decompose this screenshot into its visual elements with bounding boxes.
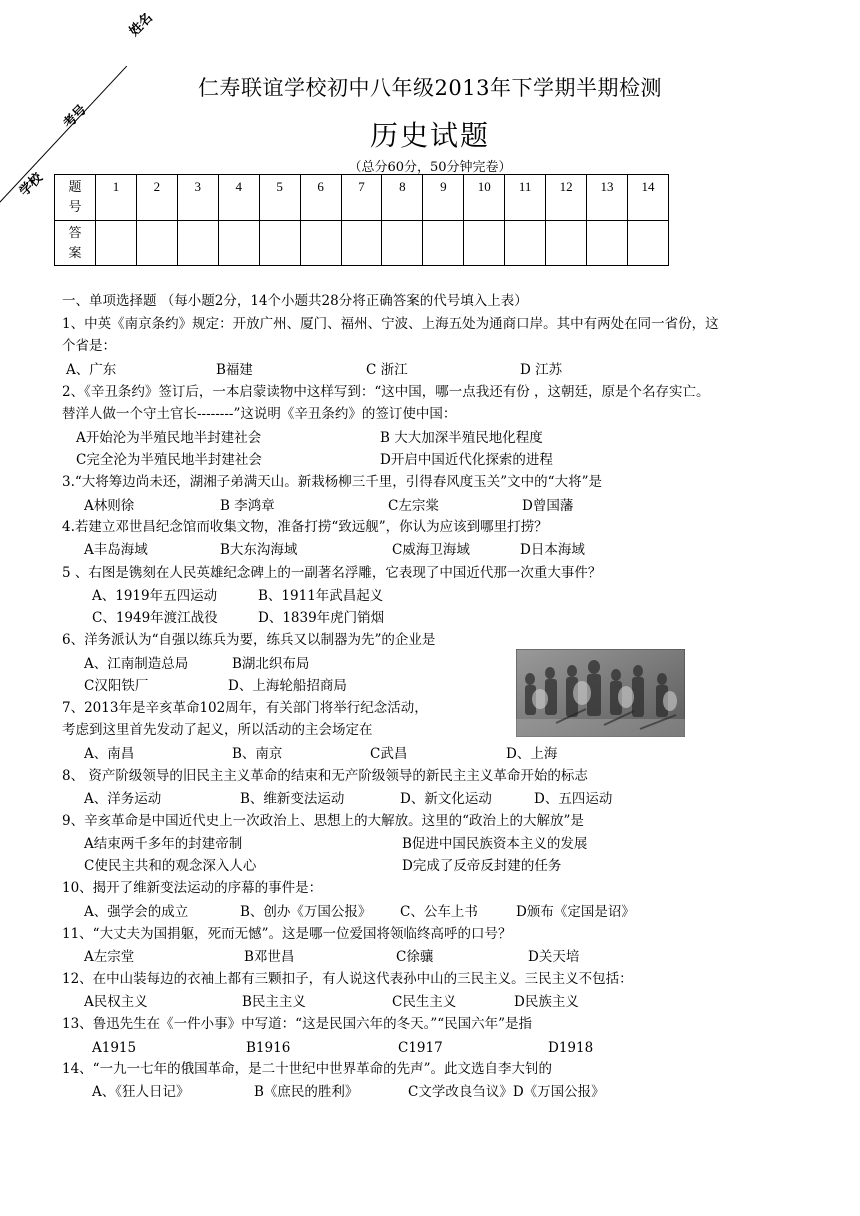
- school-label: 学校: [16, 170, 46, 200]
- q8-option-d: D、五四运动: [534, 791, 613, 807]
- answer-cell[interactable]: [382, 220, 423, 266]
- q8-stem: 8、 资产阶级领导的旧民主主义革命的结束和无产阶级领导的新民主主义革命开始的标志: [62, 768, 588, 784]
- answer-cell[interactable]: [423, 220, 464, 266]
- q8-option-b: B、维新变法运动: [240, 791, 345, 807]
- q7-option-c: C武昌: [370, 746, 408, 762]
- q12-option-c: C民生主义: [392, 994, 457, 1010]
- q12-option-d: D民族主义: [514, 994, 579, 1010]
- q14-option-b: B《庶民的胜利》: [254, 1084, 359, 1100]
- answer-row: [55, 220, 669, 266]
- q12-option-a: A民权主义: [84, 994, 148, 1010]
- q4-stem: 4.若建立邓世昌纪念馆而收集文物，准备打捞“致远舰”，你认为应该到哪里打捞？: [62, 519, 548, 535]
- section-title: 一、单项选择题 （每小题2分，14个小题共28分将正确答案的代号填入上表）: [62, 293, 528, 309]
- question-number-cell: 2: [136, 175, 177, 221]
- q1-option-c: C 浙江: [366, 362, 408, 378]
- q13-option-b: B1916: [246, 1040, 291, 1056]
- q9-stem: 9、辛亥革命是中国近代史上一次政治上、思想上的大解放。这里的“政治上的大解放”是: [62, 813, 584, 829]
- q12-stem: 12、在中山装每边的衣袖上都有三颗扣子，有人说这代表孙中山的三民主义。三民主义不包括：: [62, 971, 633, 987]
- q3-option-a: A林则徐: [84, 498, 135, 514]
- q10-stem: 10、揭开了维新变法运动的序幕的事件是：: [62, 880, 323, 896]
- q4-option-c: C威海卫海域: [392, 542, 470, 558]
- q1-stem: 1、中英《南京条约》规定：开放广州、厦门、福州、宁波、上海五处为通商口岸。其中有两处在同一省份，这: [62, 316, 719, 332]
- q10-option-a: A、强学会的成立: [84, 904, 189, 920]
- answer-header: 答案: [55, 220, 96, 266]
- exam-title: 仁寿联谊学校初中八年级2013年下学期半期检测: [198, 76, 662, 100]
- q11-option-c: C徐骧: [396, 949, 434, 965]
- q1-option-b: B福建: [216, 362, 253, 378]
- q6-option-a: A、江南制造总局: [84, 656, 189, 672]
- q3-option-b: B 李鸿章: [220, 498, 275, 514]
- q14-option-c-d: C文学改良刍议》D《万国公报》: [408, 1084, 605, 1100]
- answer-table: [54, 174, 669, 266]
- q7-option-a: A、南昌: [84, 746, 135, 762]
- q11-option-b: B邓世昌: [244, 949, 295, 965]
- q2-option-c: C完全沦为半殖民地半封建社会: [76, 452, 262, 468]
- q13-option-d: D1918: [548, 1040, 594, 1056]
- answer-cell[interactable]: [546, 220, 587, 266]
- q6-option-b: B湖北织布局: [232, 656, 310, 672]
- answer-cell[interactable]: [177, 220, 218, 266]
- answer-cell[interactable]: [627, 220, 668, 266]
- q1-option-a: A、广东: [66, 362, 117, 378]
- q3-option-c: C左宗棠: [388, 498, 439, 514]
- q5-option-b: B、1911年武昌起义: [258, 588, 384, 604]
- exam-subtitle: （总分60分，50分钟完卷）: [348, 160, 512, 175]
- q7-option-b: B、南京: [232, 746, 283, 762]
- q11-stem: 11、“大丈夫为国捐躯，死而无憾”。这是哪一位爱国将领临终高呼的口号？: [62, 926, 512, 942]
- q7-stem-cont: 考虑到这里首先发动了起义，所以活动的主会场定在: [62, 722, 373, 738]
- name-label: 姓名: [126, 10, 156, 40]
- q2-stem: 2、《辛丑条约》签订后，一本启蒙读物中这样写到：“这中国，哪一点我还有份 ，这朝廷，原是个名存实亡。: [62, 384, 710, 400]
- question-number-cell: 3: [177, 175, 218, 221]
- question-number-cell: 14: [627, 175, 668, 221]
- q13-option-a: A1915: [92, 1040, 137, 1056]
- q1-option-d: D 江苏: [520, 362, 563, 378]
- question-number-cell: 4: [218, 175, 259, 221]
- q6-option-c: C汉阳铁厂: [84, 678, 149, 694]
- q12-option-b: B民主主义: [242, 994, 306, 1010]
- q11-option-a: A左宗堂: [84, 949, 135, 965]
- monument-relief-image: [516, 649, 685, 737]
- q2-option-b: B 大大加深半殖民地化程度: [380, 430, 543, 446]
- question-number-cell: 13: [587, 175, 628, 221]
- q9-option-b: B促进中国民族资本主义的发展: [402, 836, 588, 852]
- q14-option-a: A、《狂人日记》: [92, 1084, 190, 1100]
- answer-cell[interactable]: [505, 220, 546, 266]
- q14-stem: 14、“一九一七年的俄国革命，是二十世纪中世界革命的先声”。此文选自李大钊的: [62, 1061, 552, 1077]
- question-number-cell: 11: [505, 175, 546, 221]
- q4-option-b: B大东沟海域: [220, 542, 298, 558]
- exam-number-label: 考号: [60, 102, 90, 132]
- q5-stem: 5 、右图是镌刻在人民英雄纪念碑上的一副著名浮雕，它表现了中国近代那一次重大事件？: [62, 565, 602, 581]
- question-number-cell: 8: [382, 175, 423, 221]
- q5-option-d: D、1839年虎门销烟: [258, 610, 385, 626]
- q6-option-d: D、上海轮船招商局: [228, 678, 347, 694]
- q8-option-c: D、新文化运动: [400, 791, 492, 807]
- answer-cell[interactable]: [96, 220, 137, 266]
- question-number-cell: 10: [464, 175, 505, 221]
- answer-cell[interactable]: [218, 220, 259, 266]
- answer-cell[interactable]: [587, 220, 628, 266]
- question-number-cell: 6: [300, 175, 341, 221]
- subject-title: 历史试题: [369, 119, 490, 152]
- q3-option-d: D曾国藩: [522, 498, 574, 514]
- q2-option-d: D开启中国近代化探索的进程: [380, 452, 553, 468]
- q8-option-a: A、洋务运动: [84, 791, 162, 807]
- question-number-cell: 5: [259, 175, 300, 221]
- question-number-cell: 9: [423, 175, 464, 221]
- q3-stem: 3.“大将筹边尚未还，湖湘子弟满天山。新栽杨柳三千里，引得春风度玉关”文中的“大将”是: [62, 474, 602, 490]
- question-number-cell: 1: [96, 175, 137, 221]
- q13-option-c: C1917: [398, 1040, 443, 1056]
- q2-stem-cont: 替洋人做一个守土官长--------”这说明《辛丑条约》的签订使中国：: [62, 406, 457, 422]
- q5-option-c: C、1949年渡江战役: [92, 610, 218, 626]
- q11-option-d: D关天培: [528, 949, 580, 965]
- answer-cell[interactable]: [464, 220, 505, 266]
- answer-cell[interactable]: [136, 220, 177, 266]
- q10-option-b: B、创办《万国公报》: [240, 904, 372, 920]
- answer-cell[interactable]: [259, 220, 300, 266]
- question-number-row: [55, 175, 669, 221]
- q6-stem: 6、洋务派认为“自强以练兵为要，练兵又以制器为先”的企业是: [62, 632, 436, 648]
- question-number-cell: 7: [341, 175, 382, 221]
- q13-stem: 13、鲁迅先生在《一件小事》中写道：“这是民国六年的冬天。”“民国六年”是指: [62, 1016, 533, 1032]
- q9-option-a: A结束两千多年的封建帝制: [84, 836, 243, 852]
- q5-option-a: A、1919年五四运动: [92, 588, 218, 604]
- q10-option-c: C、公车上书: [400, 904, 478, 920]
- q9-option-c: C使民主共和的观念深入人心: [84, 858, 257, 874]
- q9-option-d: D完成了反帝反封建的任务: [402, 858, 562, 874]
- q10-option-d: D颁布《定国是诏》: [516, 904, 635, 920]
- q4-option-a: A丰岛海域: [84, 542, 148, 558]
- answer-cell[interactable]: [341, 220, 382, 266]
- question-number-cell: 12: [546, 175, 587, 221]
- question-number-header: 题号: [55, 175, 96, 221]
- q7-stem: 7、2013年是辛亥革命102周年，有关部门将举行纪念活动，: [62, 700, 428, 716]
- q2-option-a: A开始沦为半殖民地半封建社会: [76, 430, 262, 446]
- q4-option-d: D日本海域: [520, 542, 585, 558]
- answer-cell[interactable]: [300, 220, 341, 266]
- q1-stem-cont: 个省是：: [62, 338, 116, 354]
- q7-option-d: D、上海: [506, 746, 558, 762]
